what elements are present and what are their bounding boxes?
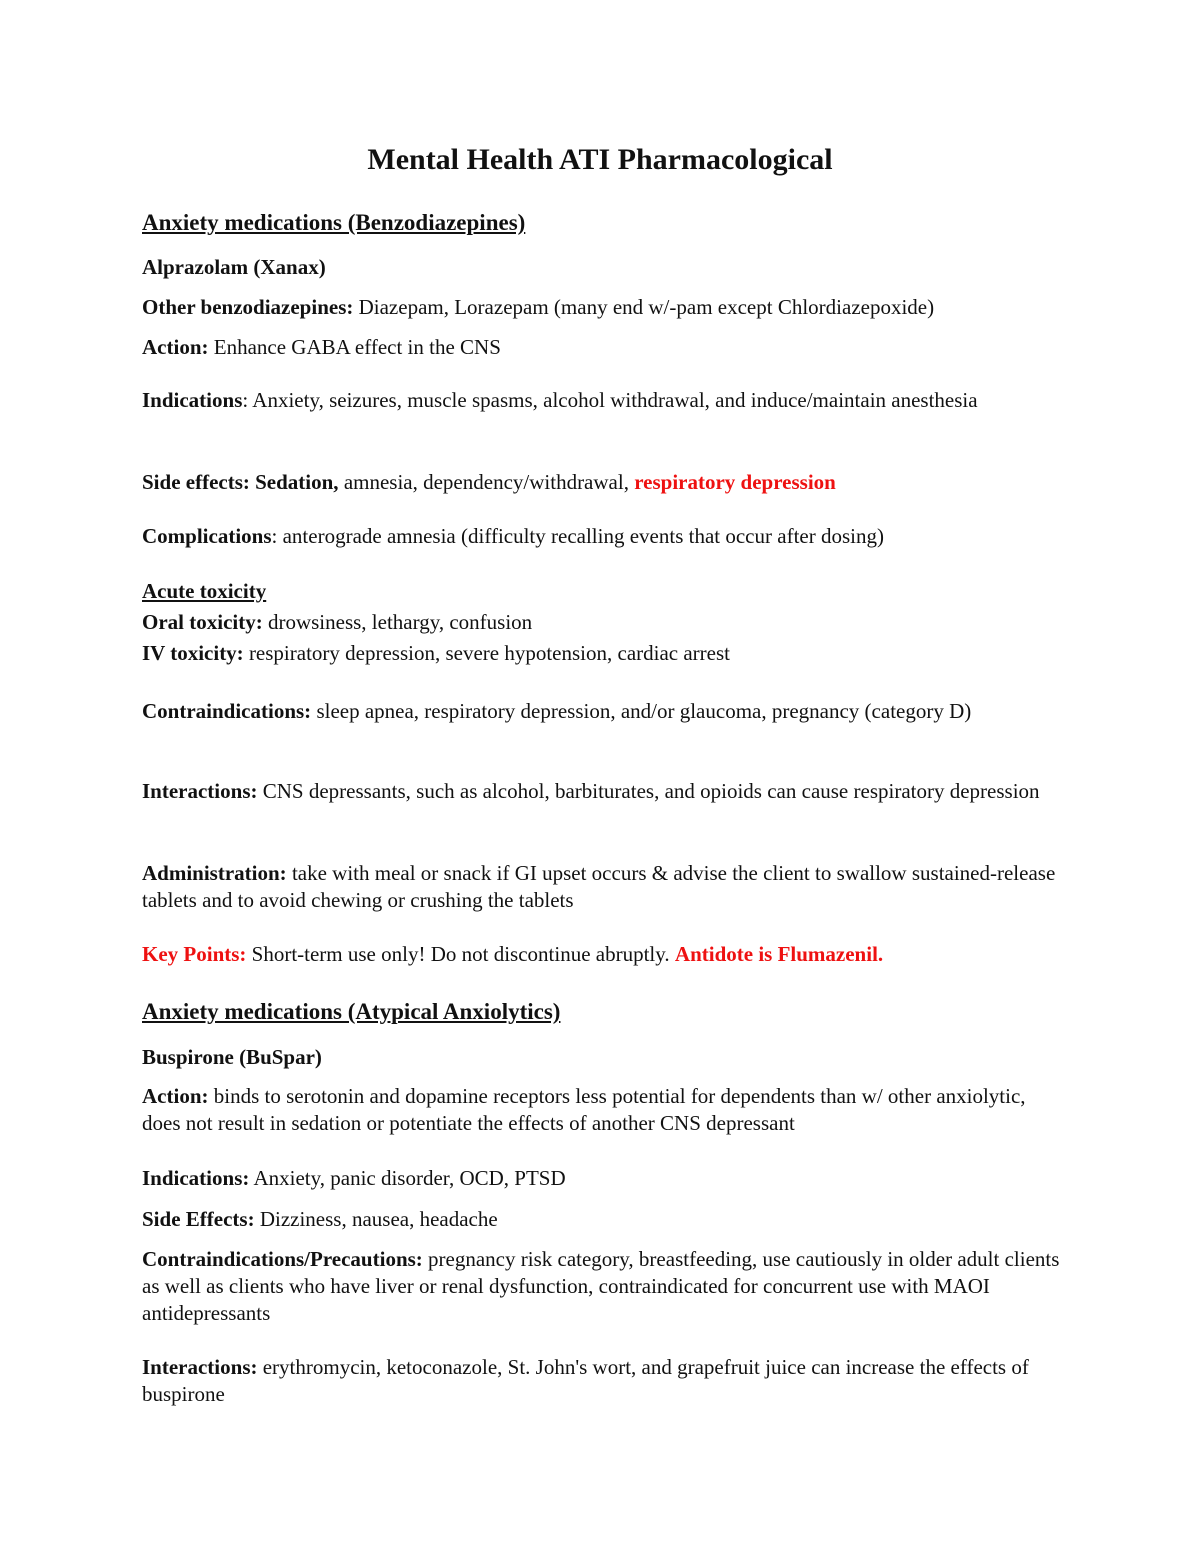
side-effects-line [142,469,1067,496]
field-label: Key Points: [142,942,247,966]
contraindications-line [142,698,1067,725]
field-label: Indications [142,388,243,412]
interactions-line [142,778,1067,805]
field-text: respiratory depression, severe hypotension, cardiac arrest [243,641,730,665]
field-label: Contraindications/Precautions: [142,1247,423,1271]
subheading: Acute toxicity [142,579,267,603]
field-text: : Anxiety, seizures, muscle spasms, alcohol withdrawal, and induce/maintain anesthesia [242,388,978,412]
field-label: Oral toxicity: [142,610,263,634]
field-text: drowsiness, lethargy, confusion [262,610,533,634]
field-label: Administration: [142,861,287,885]
other-benzodiazepines-line [142,294,1067,321]
field-label: Side effects: [142,470,250,494]
field-text: amnesia, dependency/withdrawal, [338,470,635,494]
field-text: pregnancy risk category, breastfeeding, use cautiously in older adult clients as well as clients who have liver or renal dysfunction, contraindicated for concurrent use with MAOI antidepressants [142,1247,1060,1325]
field-label: Interactions: [142,779,258,803]
key-points-line [142,941,1067,968]
highlight-text: respiratory depression [634,470,836,494]
action-line [142,1083,1067,1137]
drug-name-alprazolam: Alprazolam (Xanax) [142,255,326,279]
field-label: Action: [142,1084,209,1108]
indications-line [142,387,1067,414]
section-heading-atypical-anxiolytics: Anxiety medications (Atypical Anxiolytics) [142,999,561,1024]
field-label: Contraindications: [142,699,312,723]
field-text: binds to serotonin and dopamine receptors less potential for dependents than w/ other anxiolytic, does not result in sedation or potentiate the effects of another CNS depressant [142,1084,1026,1135]
acute-toxicity-heading [142,578,1067,605]
field-text: CNS depressants, such as alcohol, barbiturates, and opioids can cause respiratory depression [257,779,1040,803]
field-text: take with meal or snack if GI upset occurs & advise the client to swallow sustained-release tablets and to avoid chewing or crushing the tablets [142,861,1056,912]
field-text: Dizziness, nausea, headache [254,1207,498,1231]
field-label: Interactions: [142,1355,258,1379]
field-label: IV toxicity: [142,641,244,665]
indications-line [142,1165,1067,1192]
field-label: Other benzodiazepines: [142,295,354,319]
field-text: Diazepam, Lorazepam (many end w/-pam except Chlordiazepoxide) [353,295,935,319]
interactions-line [142,1354,1067,1408]
contraindications-line [142,1246,1067,1327]
complications-line [142,523,1067,550]
drug-name-buspirone: Buspirone (BuSpar) [142,1045,322,1069]
field-label: Complications [142,524,272,548]
administration-line [142,860,1067,914]
field-text: Anxiety, panic disorder, OCD, PTSD [249,1166,566,1190]
field-label: Indications: [142,1166,250,1190]
field-bold-text: Sedation, [249,470,339,494]
highlight-text: Antidote is Flumazenil. [674,942,884,966]
field-text: erythromycin, ketoconazole, St. John's wort, and grapefruit juice can increase the effects of buspirone [142,1355,1029,1406]
field-text: Short-term use only! Do not discontinue abruptly. [246,942,675,966]
field-label: Action: [142,335,209,359]
page-title: Mental Health ATI Pharmacological [367,143,833,176]
oral-toxicity-line [142,609,1067,636]
field-label: Side Effects: [142,1207,255,1231]
section-heading-benzodiazepines: Anxiety medications (Benzodiazepines) [142,210,526,235]
iv-toxicity-line [142,640,1067,667]
side-effects-line [142,1206,1067,1233]
action-line [142,334,1067,361]
field-text: Enhance GABA effect in the CNS [208,335,501,359]
field-text: sleep apnea, respiratory depression, and/or glaucoma, pregnancy (category D) [311,699,972,723]
field-text: : anterograde amnesia (difficulty recalling events that occur after dosing) [271,524,884,548]
